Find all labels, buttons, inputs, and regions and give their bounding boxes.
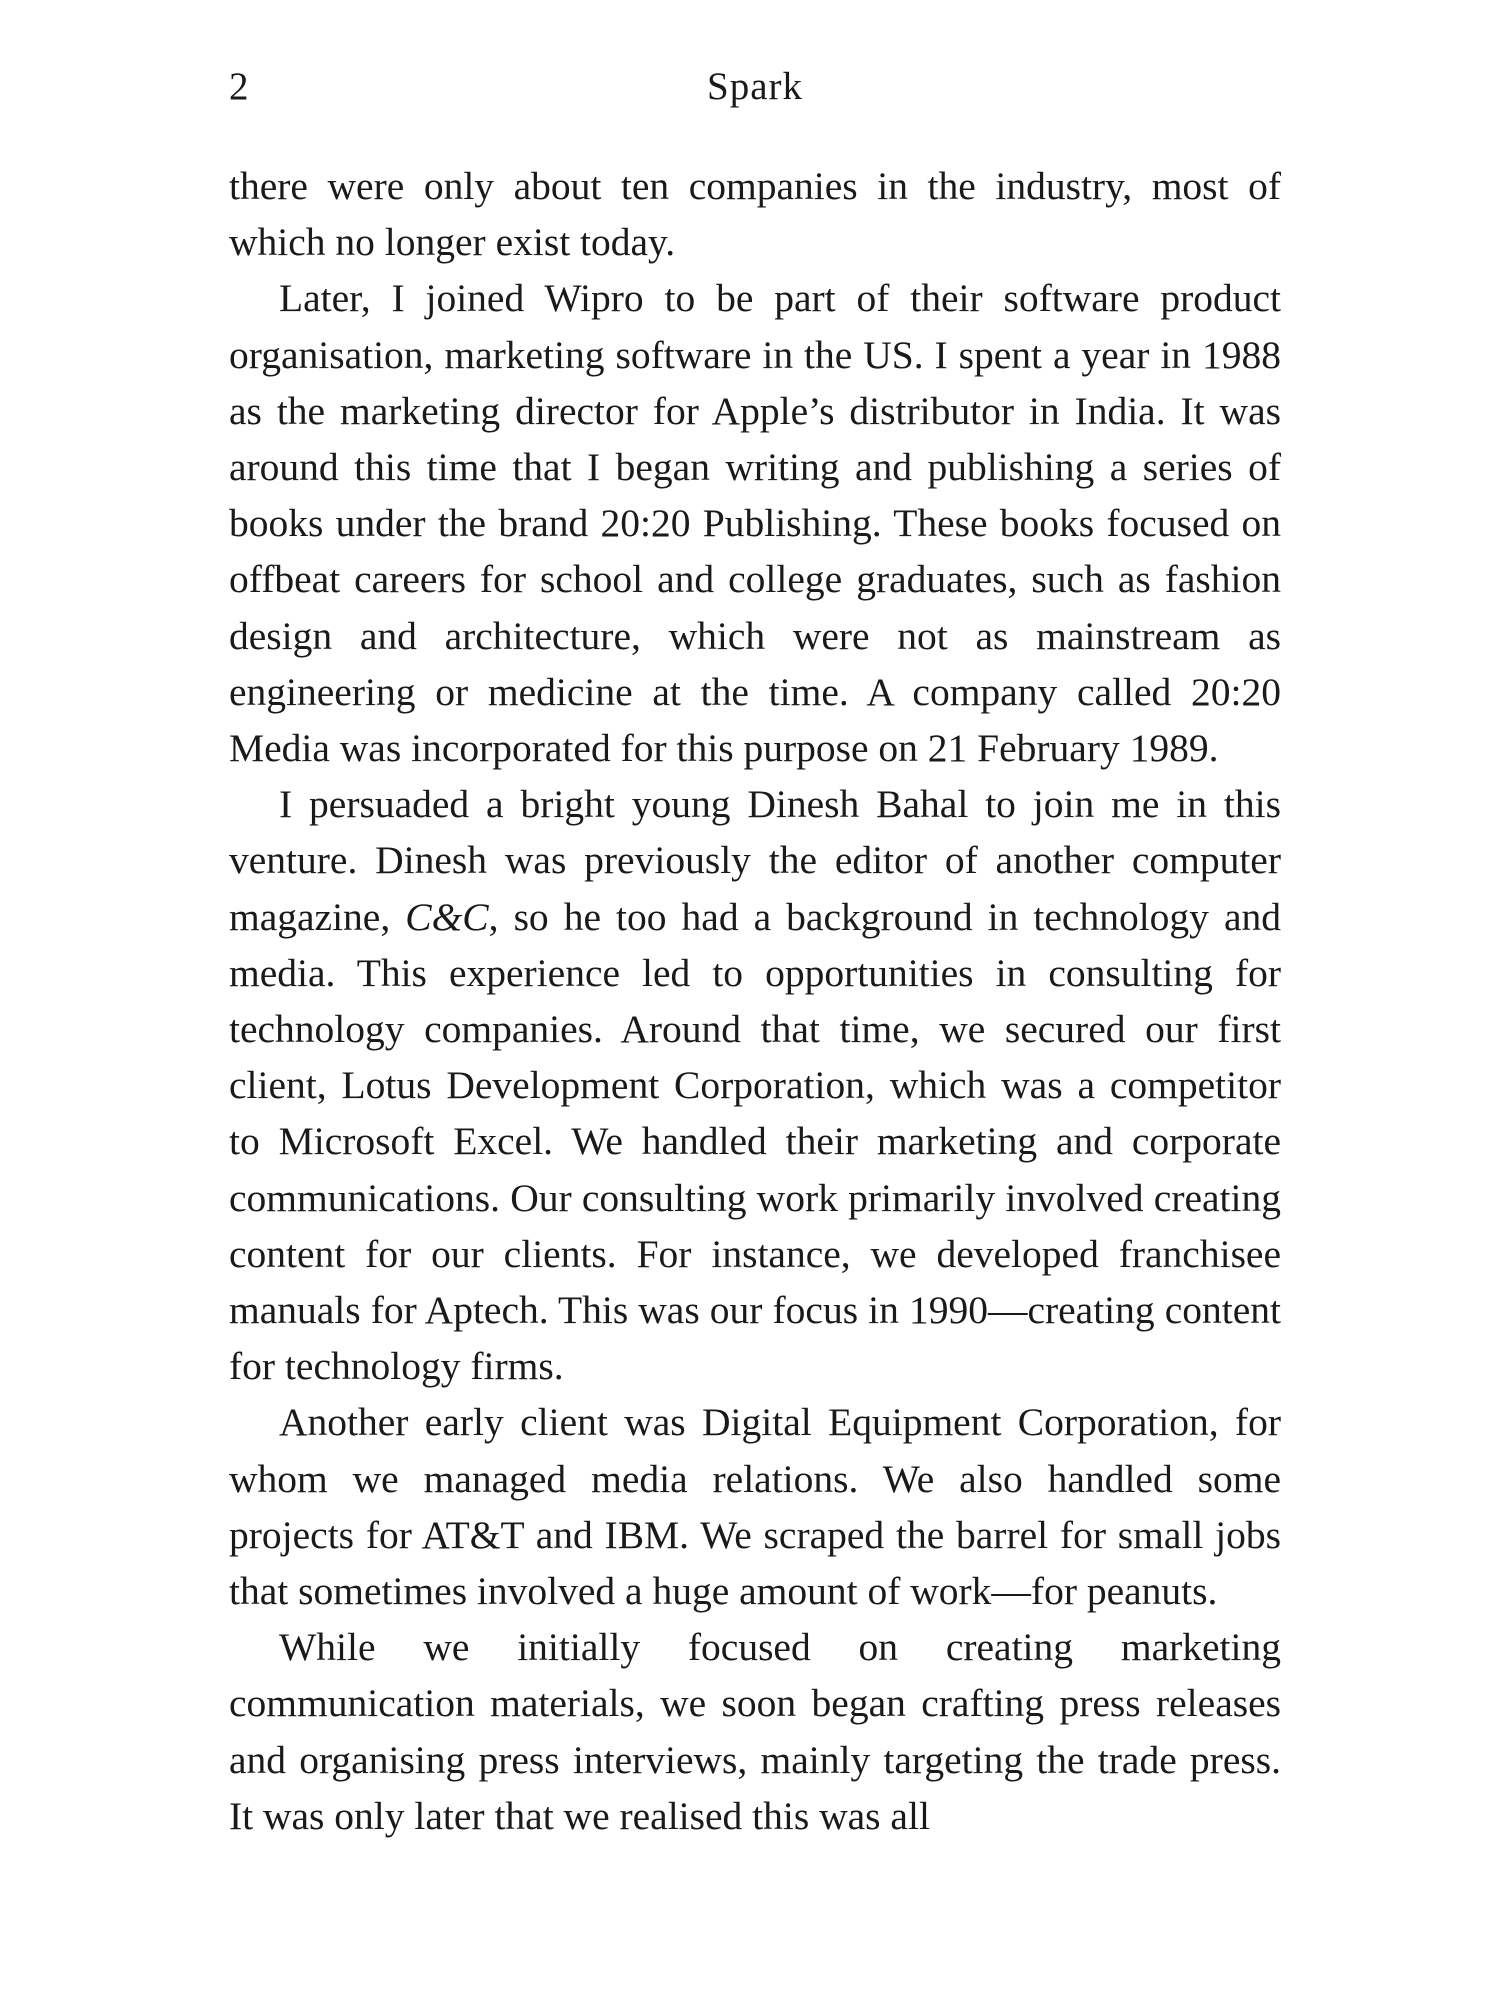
paragraph-2 (229, 270, 1281, 776)
paragraph-text: Later, I joined Wipro to be part of their software product organisation, marketing software in the US. I spent a year in 1988 as the marketing director for Apple’s distributor in India. It was around this time that I began writing and publishing a series of books under the brand 20:20 Publishing. These books focused on offbeat careers for school and college graduates, such as fashion design and architecture, which were not as mainstream as engineering or medicine at the time. A company called 20:20 Media was incorporated for this purpose on 21 February 1989. (229, 276, 1281, 771)
paragraph-5 (229, 1619, 1281, 1844)
paragraph-3 (229, 776, 1281, 1394)
paragraph-text: I persuaded a bright young Dinesh Bahal to join me in this venture. Dinesh was previously the editor of another computer magazine, (229, 782, 1281, 939)
paragraph-1 (229, 158, 1281, 270)
paragraph-text: , so he too had a background in technology and media. This experience led to opportunities in consulting for technology companies. Around that time, we secured our first client, Lotus Development Corporation, which was a competitor to Microsoft Excel. We handled their marketing and corporate communications. Our consulting work primarily involved creating content for our clients. For instance, we developed franchisee manuals for Aptech. This was our focus in 1990—creating content for technology firms. (229, 894, 1281, 1389)
paragraph-text: there were only about ten companies in the industry, most of which no longer exist today. (229, 164, 1281, 265)
paragraph-4 (229, 1394, 1281, 1619)
paragraph-text: Another early client was Digital Equipment Corporation, for whom we managed media relations. We also handled some projects for AT&T and IBM. We scraped the barrel for small jobs that sometimes involved a huge amount of work—for peanuts. (229, 1400, 1281, 1614)
page-number: 2 (229, 65, 249, 108)
running-head (229, 62, 1281, 112)
paragraph-text: While we initially focused on creating marketing communication materials, we soon began crafting press releases and organising press interviews, mainly targeting the trade press. It was only later that we realised this was all (229, 1625, 1281, 1838)
body-text (229, 158, 1281, 1844)
magazine-title: C&C (405, 894, 489, 939)
running-title: Spark (707, 65, 803, 108)
